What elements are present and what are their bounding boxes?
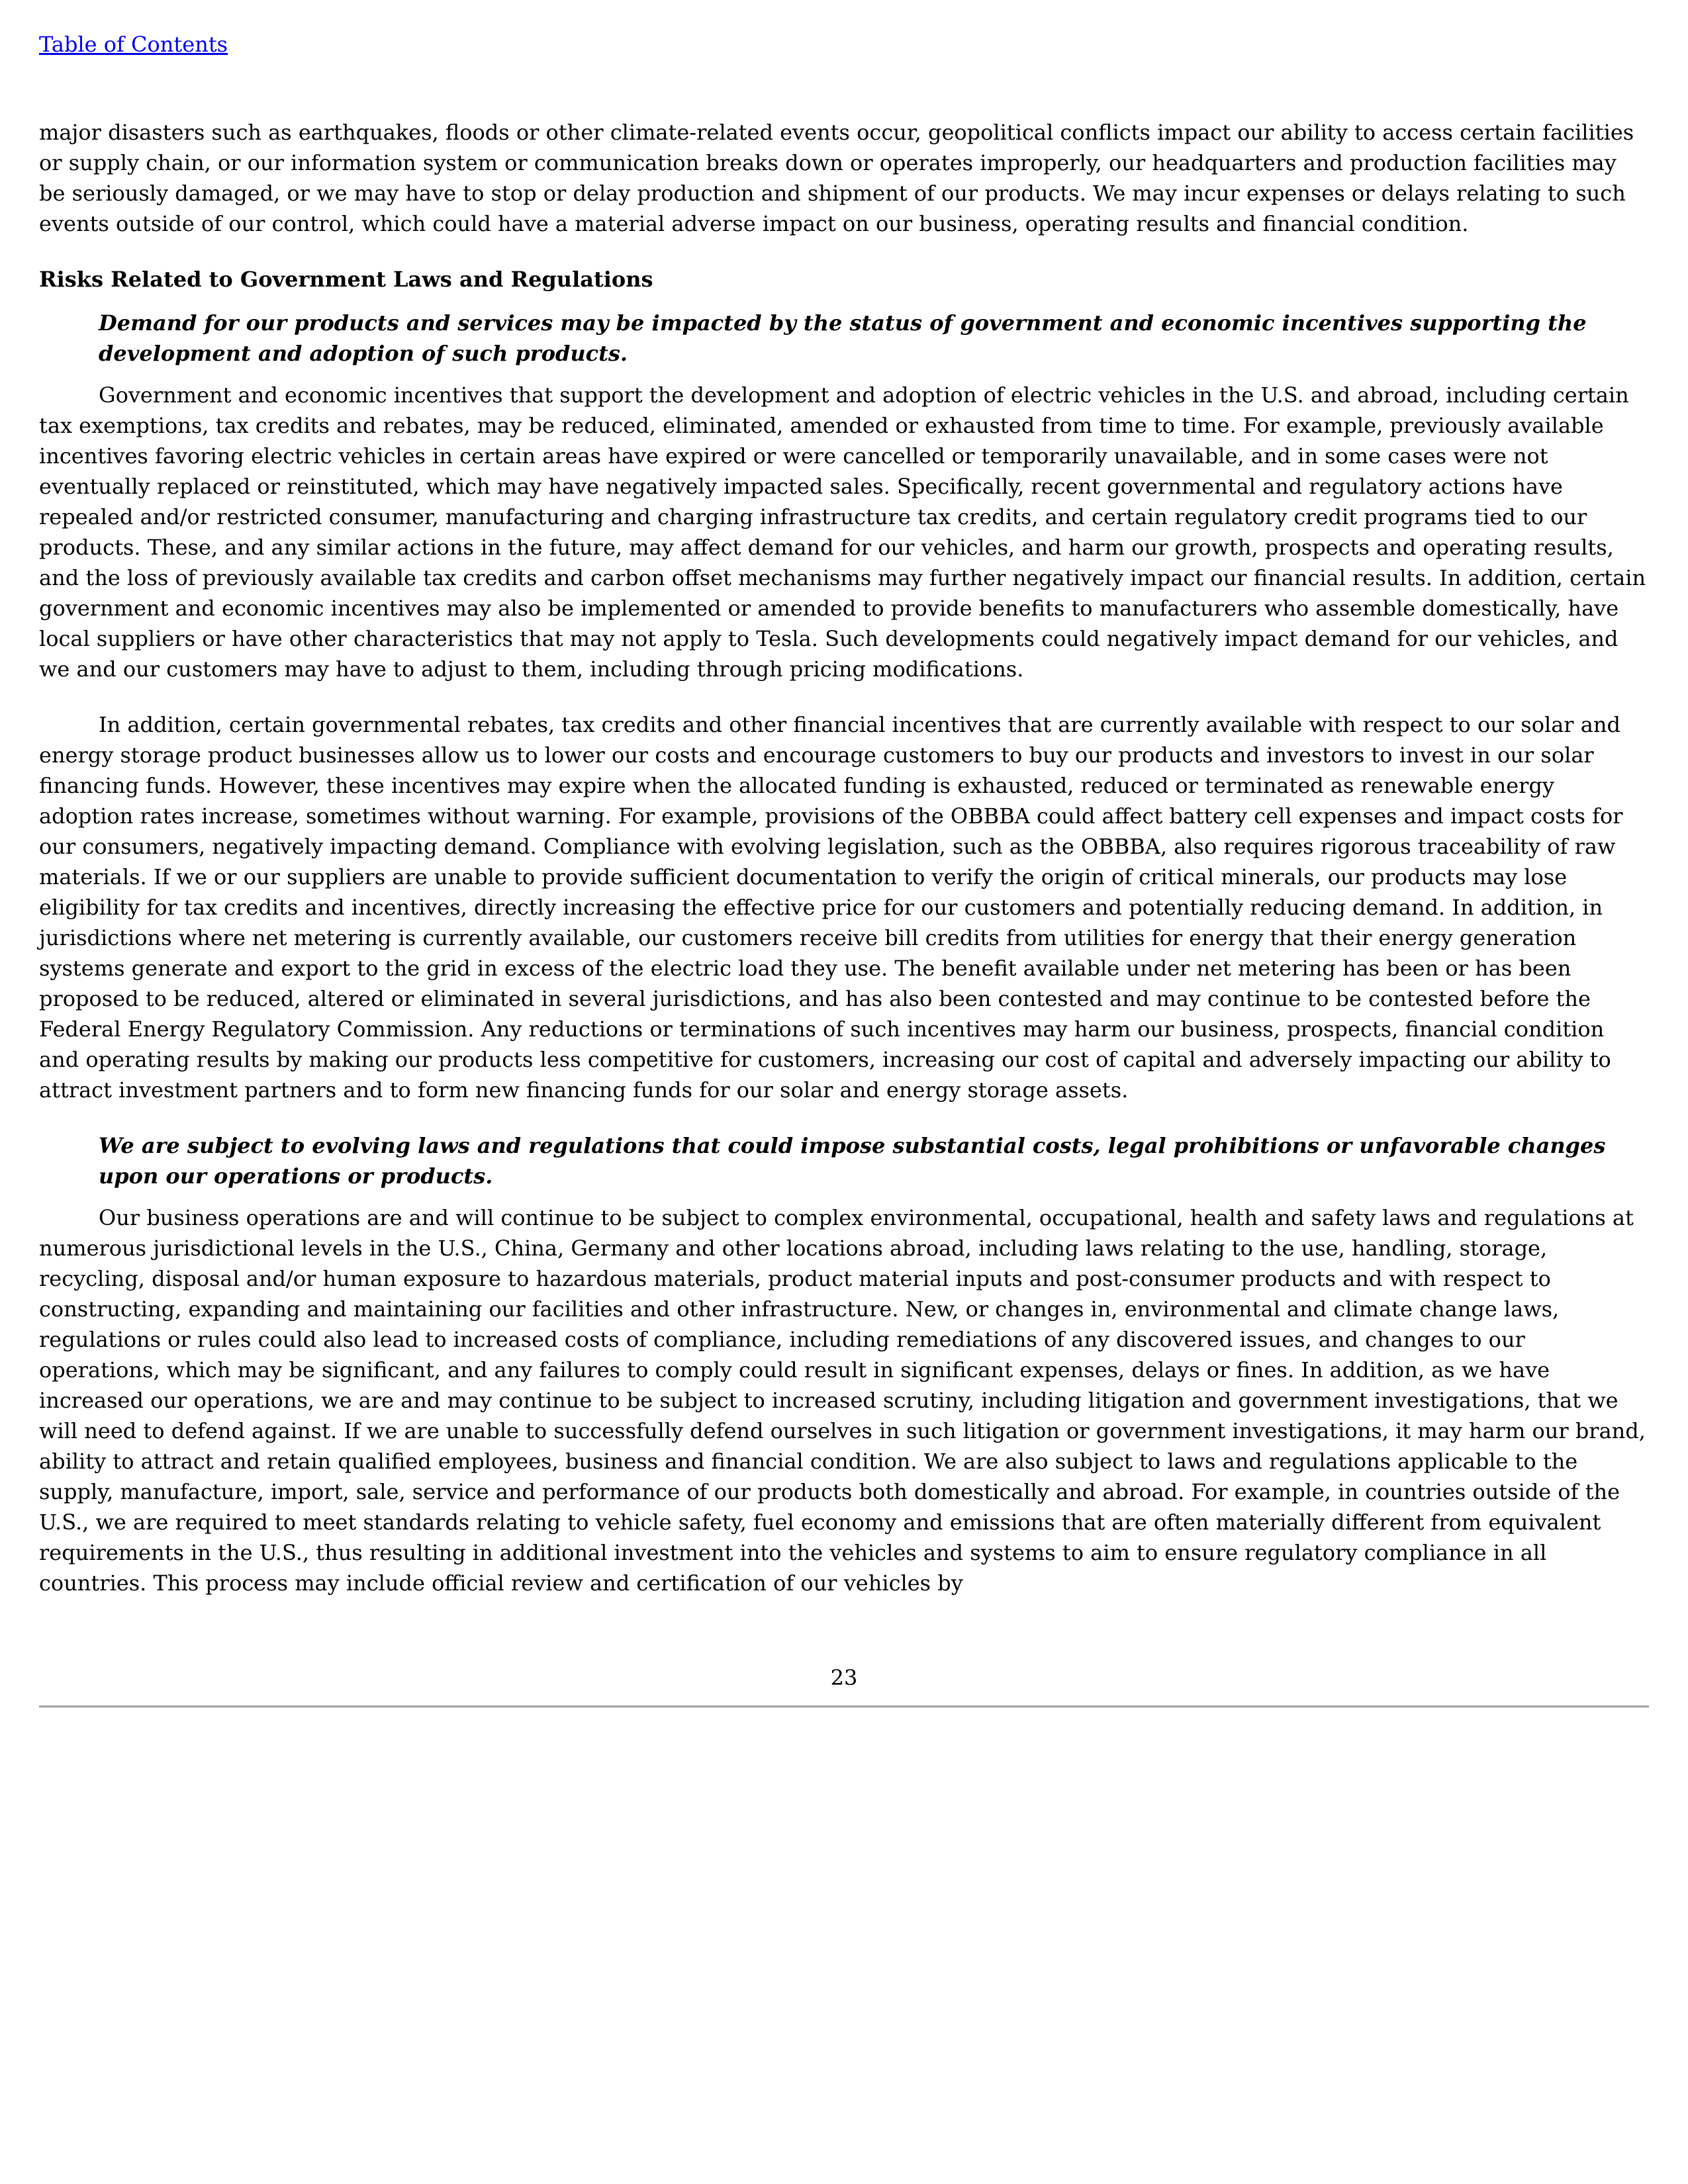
body-paragraph: Government and economic incentives that support the development and adoption of electric vehicles in the U.S. and abroad, including certain tax exemptions, tax credits and rebates, may be reduced, eliminated, amended or exhausted from time to time. For example, previously available incentives favoring electric vehicles in certain areas have expired or were cancelled or temporarily unavailable, and in some cases were not eventually replaced or reinstituted, which may have negatively impacted sales. Specifically, recent governmental and regulatory actions have repealed and/or restricted consumer, manufacturing and charging infrastructure tax credits, and certain regulatory credit programs tied to our products. These, and any similar actions in the future, may affect demand for our vehicles, and harm our growth, prospects and operating results, and the loss of previously available tax credits and carbon offset mechanisms may further negatively impact our financial results. In addition, certain government and economic incentives may also be implemented or amended to provide benefits to manufacturers who assemble domestically, have local suppliers or have other characteristics that may not apply to Tesla. Such developments could negatively impact demand for our vehicles, and we and our customers may have to adjust to them, including through pricing modifications.: [39, 383, 1646, 682]
risk-factor-heading: We are subject to evolving laws and regulations that could impose substantial costs, legal prohibitions or unfavorable changes upon our operations or products.: [99, 1133, 1606, 1189]
intro-paragraph: major disasters such as earthquakes, floods or other climate-related events occur, geopolitical conflicts impact our ability to access certain facilities or supply chain, or our information system or communication breaks down or operates improperly, our headquarters and production facilities may be seriously damaged, or we may have to stop or delay production and shipment of our products. We may incur expenses or delays relating to such events outside of our control, which could have a material adverse impact on our business, operating results and financial condition.: [39, 120, 1634, 236]
body-paragraph: In addition, certain governmental rebates, tax credits and other financial incentives that are currently available with respect to our solar and energy storage product businesses allow us to lower our costs and encourage customers to buy our products and investors to invest in our solar financing funds. However, these incentives may expire when the allocated funding is exhausted, reduced or terminated as renewable energy adoption rates increase, sometimes without warning. For example, provisions of the OBBBA could affect battery cell expenses and impact costs for our consumers, negatively impacting demand. Compliance with evolving legislation, such as the OBBBA, also requires rigorous traceability of raw materials. If we or our suppliers are unable to provide sufficient documentation to verify the origin of critical minerals, our products may lose eligibility for tax credits and incentives, directly increasing the effective price for our customers and potentially reducing demand. In addition, in jurisdictions where net metering is currently available, our customers receive bill credits from utilities for energy that their energy generation systems generate and export to the grid in excess of the electric load they use. The benefit available under net metering has been or has been proposed to be reduced, altered or eliminated in several jurisdictions, and has also been contested and may continue to be contested before the Federal Energy Regulatory Commission. Any reductions or terminations of such incentives may harm our business, prospects, financial condition and operating results by making our products less competitive for customers, increasing our cost of capital and adversely impacting our ability to attract investment partners and to form new financing funds for our solar and energy storage assets.: [39, 712, 1623, 1103]
risk-factor-heading: Demand for our products and services may be impacted by the status of government and economic incentives supporting the development and adoption of such products.: [99, 310, 1587, 366]
section-heading: Risks Related to Government Laws and Regulations: [39, 267, 653, 292]
table-of-contents-link[interactable]: Table of Contents: [39, 32, 228, 57]
page-content: [39, 117, 1649, 1623]
body-paragraph: Our business operations are and will continue to be subject to complex environmental, occupational, health and safety laws and regulations at numerous jurisdictional levels in the U.S., China, Germany and other locations abroad, including laws relating to the use, handling, storage, recycling, disposal and/or human exposure to hazardous materials, product material inputs and post-consumer products and with respect to constructing, expanding and maintaining our facilities and other infrastructure. New, or changes in, environmental and climate change laws, regulations or rules could also lead to increased costs of compliance, including remediations of any discovered issues, and changes to our operations, which may be significant, and any failures to comply could result in significant expenses, delays or fines. In addition, as we have increased our operations, we are and may continue to be subject to increased scrutiny, including litigation and government investigations, that we will need to defend against. If we are unable to successfully defend ourselves in such litigation or government investigations, it may harm our brand, ability to attract and retain qualified employees, business and financial condition. We are also subject to laws and regulations applicable to the supply, manufacture, import, sale, service and performance of our products both domestically and abroad. For example, in countries outside of the U.S., we are required to meet standards relating to vehicle safety, fuel economy and emissions that are often materially different from equivalent requirements in the U.S., thus resulting in additional investment into the vehicles and systems to aim to ensure regulatory compliance in all countries. This process may include official review and certification of our vehicles by: [39, 1205, 1646, 1596]
footer-divider: [39, 1706, 1649, 1707]
page-number: 23: [830, 1665, 858, 1690]
